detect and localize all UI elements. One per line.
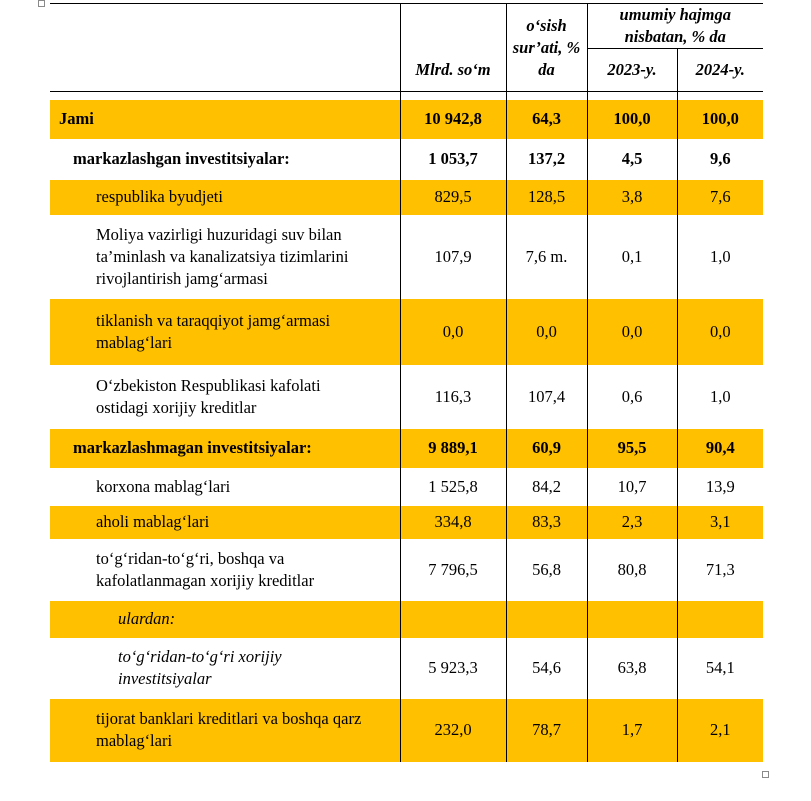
row-label: to‘g‘ridan-to‘g‘ri, boshqa va kafolatlanmagan xorijiy kreditlar [96, 548, 315, 590]
investment-table [50, 3, 763, 762]
row-2024: 9,6 [677, 139, 763, 180]
row-osish: 84,2 [506, 468, 587, 506]
row-2024: 13,9 [677, 468, 763, 506]
row-2023: 1,7 [587, 699, 677, 762]
row-osish: 54,6 [506, 638, 587, 699]
row-label: tiklanish va taraqqiyot jamg‘armasi mablag‘lari [50, 299, 400, 365]
row-osish: 83,3 [506, 506, 587, 539]
table-row [50, 429, 763, 468]
row-2023: 3,8 [587, 180, 677, 215]
row-2024: 54,1 [677, 638, 763, 699]
row-label: Jami [50, 100, 400, 139]
row-mlrd: 829,5 [400, 180, 506, 215]
row-2023: 2,3 [587, 506, 677, 539]
row-2023: 0,0 [587, 299, 677, 365]
table-row [50, 468, 763, 506]
row-2023: 100,0 [587, 100, 677, 139]
row-mlrd: 0,0 [400, 299, 506, 365]
row-2023: 10,7 [587, 468, 677, 506]
row-osish: 107,4 [506, 365, 587, 429]
row-2024: 7,6 [677, 180, 763, 215]
row-osish: 64,3 [506, 100, 587, 139]
row-label: markazlashgan investitsiyalar: [73, 149, 290, 168]
row-label: O‘zbekiston Respublikasi kafolati ostidagi xorijiy kreditlar [96, 375, 321, 417]
table-row [50, 506, 763, 539]
row-mlrd: 7 796,5 [400, 539, 506, 601]
row-2024: 90,4 [677, 429, 763, 468]
row-osish [506, 601, 587, 638]
row-2023: 0,1 [587, 215, 677, 299]
row-label: aholi mablag‘lari [50, 506, 400, 539]
row-2024: 0,0 [677, 299, 763, 365]
row-osish: 0,0 [506, 299, 587, 365]
row-2023: 95,5 [587, 429, 677, 468]
header-separator [50, 92, 763, 100]
row-mlrd: 334,8 [400, 506, 506, 539]
row-2023 [587, 601, 677, 638]
row-2024: 1,0 [677, 365, 763, 429]
row-mlrd: 10 942,8 [400, 100, 506, 139]
row-label: korxona mablag‘lari [96, 476, 231, 496]
row-mlrd: 1 525,8 [400, 468, 506, 506]
header-osish: o‘sish sur’ati, % da [506, 4, 587, 92]
header-empty-cell [50, 4, 400, 92]
table-resize-handle-bottom-right[interactable] [762, 771, 769, 778]
row-mlrd: 1 053,7 [400, 139, 506, 180]
table-row [50, 299, 763, 365]
header-2024: 2024-y. [677, 49, 763, 92]
header-2023: 2023-y. [587, 49, 677, 92]
row-2023: 63,8 [587, 638, 677, 699]
row-2024: 3,1 [677, 506, 763, 539]
header-mlrd: Mlrd. so‘m [400, 4, 506, 92]
table-row [50, 601, 763, 638]
row-label: markazlashmagan investitsiyalar: [50, 429, 400, 468]
row-osish: 137,2 [506, 139, 587, 180]
row-mlrd: 232,0 [400, 699, 506, 762]
row-2024 [677, 601, 763, 638]
row-mlrd [400, 601, 506, 638]
table-row [50, 139, 763, 180]
row-label: tijorat banklari kreditlari va boshqa qarz mablag‘lari [50, 699, 400, 762]
table-row [50, 100, 763, 139]
row-label: ulardan: [50, 601, 400, 638]
row-label: to‘g‘ridan-to‘g‘ri xorijiy investitsiyalar [118, 647, 282, 688]
row-label: Moliya vazirligi huzuridagi suv bilan ta’minlash va kanalizatsiya tizimlarini rivojlantirish jamg‘armasi [96, 224, 349, 288]
row-osish: 60,9 [506, 429, 587, 468]
table-row [50, 699, 763, 762]
row-osish: 7,6 m. [506, 215, 587, 299]
table-row [50, 180, 763, 215]
row-2023: 4,5 [587, 139, 677, 180]
row-osish: 78,7 [506, 699, 587, 762]
row-osish: 56,8 [506, 539, 587, 601]
row-mlrd: 5 923,3 [400, 638, 506, 699]
row-2024: 71,3 [677, 539, 763, 601]
header-umumiy: umumiy hajmga nisbatan, % da [587, 4, 763, 49]
table-row [50, 539, 763, 601]
table-resize-handle-top-left[interactable] [38, 0, 45, 7]
row-2024: 100,0 [677, 100, 763, 139]
row-osish: 128,5 [506, 180, 587, 215]
row-mlrd: 116,3 [400, 365, 506, 429]
table-row [50, 365, 763, 429]
row-mlrd: 107,9 [400, 215, 506, 299]
header-row-top [50, 4, 763, 49]
row-2024: 2,1 [677, 699, 763, 762]
table-row [50, 638, 763, 699]
row-label: respublika byudjeti [50, 180, 400, 215]
row-2023: 80,8 [587, 539, 677, 601]
row-2023: 0,6 [587, 365, 677, 429]
table-row [50, 215, 763, 299]
row-2024: 1,0 [677, 215, 763, 299]
row-mlrd: 9 889,1 [400, 429, 506, 468]
